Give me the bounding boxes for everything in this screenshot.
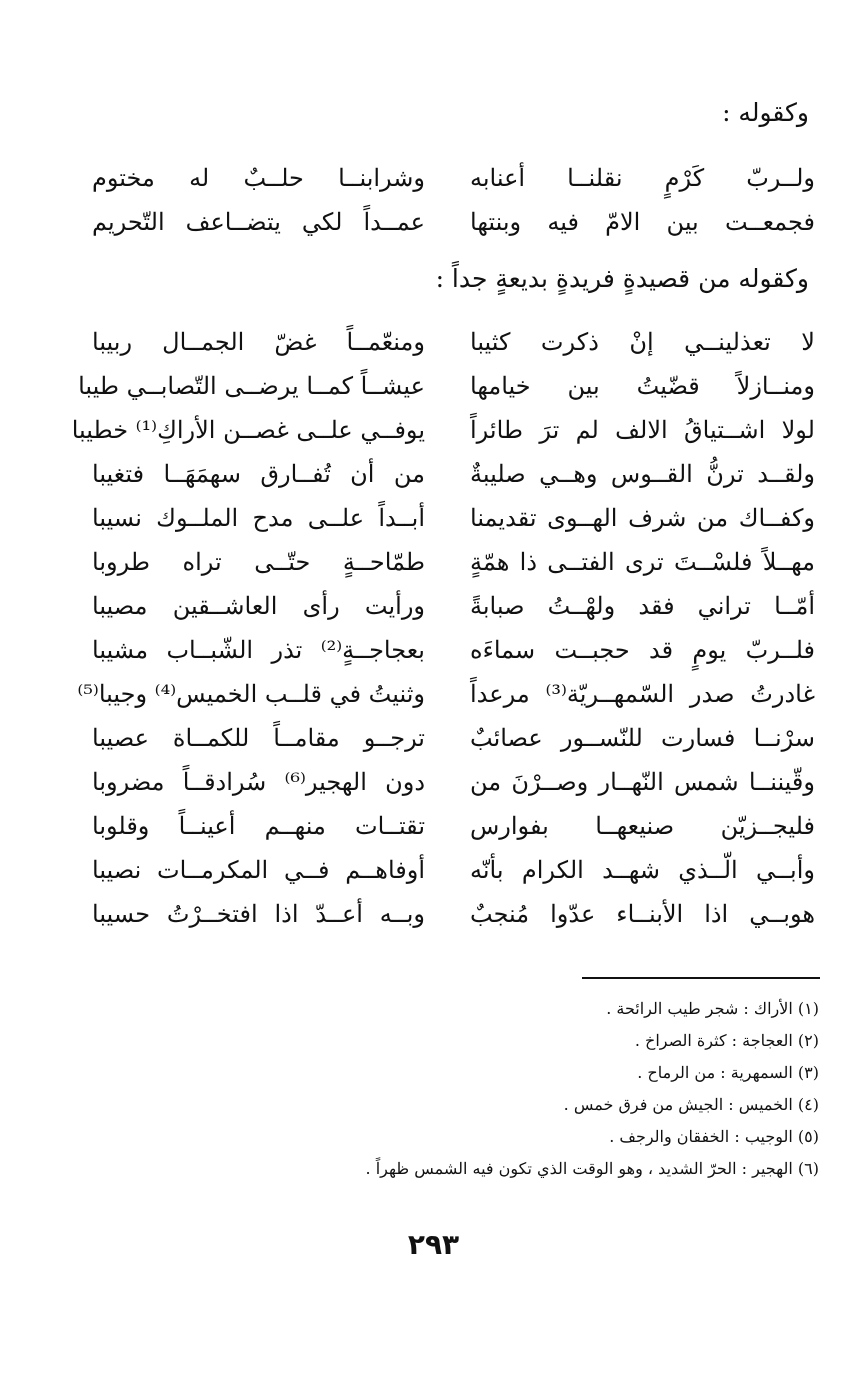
verse-first-hemistich: وأبــي الّــذي شهــد الكرام بأنّه <box>470 856 815 884</box>
footnote: (٢) العجاجة : كثرة الصراخ . <box>634 1031 819 1050</box>
verse-first-hemistich: سرْنــا فسارت للنّســور عصائبٌ <box>470 724 815 752</box>
verse-first-hemistich: وكفــاك من شرف الهــوى تقديمنا <box>470 504 815 532</box>
footnote: (٣) السمهرية : من الرماح . <box>637 1063 819 1082</box>
verse-row <box>0 366 867 406</box>
verse-second-hemistich: دون الهجير⁽⁶⁾ سُرادقــاً مضروبا <box>92 768 426 796</box>
verse-row <box>0 894 867 934</box>
verse-row <box>0 850 867 890</box>
verse-row <box>0 630 867 670</box>
verse-row <box>0 410 867 450</box>
intro-line-2: وكقوله من قصيدةٍ فريدةٍ بديعةٍ جداً : <box>435 264 809 293</box>
verse-row <box>0 762 867 802</box>
verse-first-hemistich: لولا اشــتياقُ الالف لم ترَ طائراً <box>470 416 815 444</box>
verse-second-hemistich: عيشــاً كمــا يرضــى التّصابــي طيبا <box>78 372 425 400</box>
verse-second-hemistich: يوفــي علــى غصــن الأراكِ⁽¹⁾ خطيبا <box>71 416 425 444</box>
verse-second-hemistich: وثنيتُ في قلــب الخميس⁽⁴⁾ وجيبا⁽⁵⁾ <box>77 680 425 708</box>
verse-row <box>0 454 867 494</box>
verse-first-hemistich: ولقــد ترنُّ القــوس وهــي صليبةٌ <box>470 460 815 488</box>
verse-second-hemistich: ورأيت رأى العاشــقين مصيبا <box>92 592 425 620</box>
verse-second-hemistich: تقتــات منهــم أعينــاً وقلوبا <box>92 812 425 840</box>
verse-first-hemistich: لا تعذلينــي إنْ ذكرت كثيبا <box>470 328 815 356</box>
verse-row <box>0 158 867 198</box>
verse-second-hemistich: ترجــو مقامــاً للكمــاة عصيبا <box>92 724 425 752</box>
footnote: (١) الأراك : شجر طيب الرائحة . <box>606 999 819 1018</box>
verse-second-hemistich: عمــداً لكي يتضــاعف التّحريم <box>92 208 425 236</box>
footnotes <box>219 993 819 1185</box>
verse-first-hemistich: أمّــا تراني فقد ولهْــتُ صبابةً <box>470 592 815 620</box>
page-number: ٢٩٣ <box>407 1228 460 1261</box>
verse-row <box>0 498 867 538</box>
footnote-divider <box>582 977 820 979</box>
footnote: (٥) الوجيب : الخفقان والرجف . <box>609 1127 819 1146</box>
footnote: (٤) الخميس : الجيش من فرق خمس . <box>563 1095 819 1114</box>
verse-row <box>0 322 867 362</box>
verse-row <box>0 674 867 714</box>
verse-second-hemistich: بعجاجــةٍ⁽²⁾ تذر الشّبــاب مشيبا <box>92 636 425 664</box>
verse-row <box>0 806 867 846</box>
verse-row <box>0 586 867 626</box>
verse-first-hemistich: ولــربّ كَرْمٍ نقلنــا أعنابه <box>470 164 815 192</box>
verse-row <box>0 202 867 242</box>
verse-second-hemistich: من أن تُفــارق سهمَهَــا فتغيبا <box>92 460 425 488</box>
verse-first-hemistich: ومنــازلاً قضّيتُ بين خيامها <box>470 372 815 400</box>
verse-first-hemistich: مهــلاً فلسْــتَ ترى الفتــى ذا همّةٍ <box>470 548 815 576</box>
verse-second-hemistich: وبــه أعــدّ اذا افتخــرْتُ حسيبا <box>92 900 425 928</box>
verse-second-hemistich: أوفاهــم فــي المكرمــات نصيبا <box>92 856 425 884</box>
verse-second-hemistich: ومنعّمــاً غضّ الجمــال ربيبا <box>92 328 425 356</box>
verse-row <box>0 542 867 582</box>
verse-second-hemistich: وشرابنــا حلــبٌ له مختوم <box>92 164 425 192</box>
verse-first-hemistich: وقّيننــا شمس النّهــار وصــرْنَ من <box>470 768 815 796</box>
verse-second-hemistich: طمّاحــةٍ حتّــى تراه طروبا <box>92 548 425 576</box>
verse-first-hemistich: فليجــزيّن صنيعهــا بفوارس <box>470 812 815 840</box>
verse-first-hemistich: غادرتُ صدر السّمهــريّة⁽³⁾ مرعداً <box>470 680 815 708</box>
verse-second-hemistich: أبــداً علــى مدح الملــوك نسيبا <box>92 504 425 532</box>
intro-line-1: وكقوله : <box>722 98 809 127</box>
verse-first-hemistich: فلــربّ يومٍ قد حجبــت سماءَه <box>470 636 815 664</box>
verse-first-hemistich: فجمعــت بين الامّ فيه وبنتها <box>470 208 815 236</box>
verse-row <box>0 718 867 758</box>
footnote: (٦) الهجير : الحرّ الشديد ، وهو الوقت الذي تكون فيه الشمس ظهراً . <box>365 1159 819 1178</box>
verse-first-hemistich: هوبــي اذا الأبنــاء عدّوا مُنجبٌ <box>470 900 815 928</box>
